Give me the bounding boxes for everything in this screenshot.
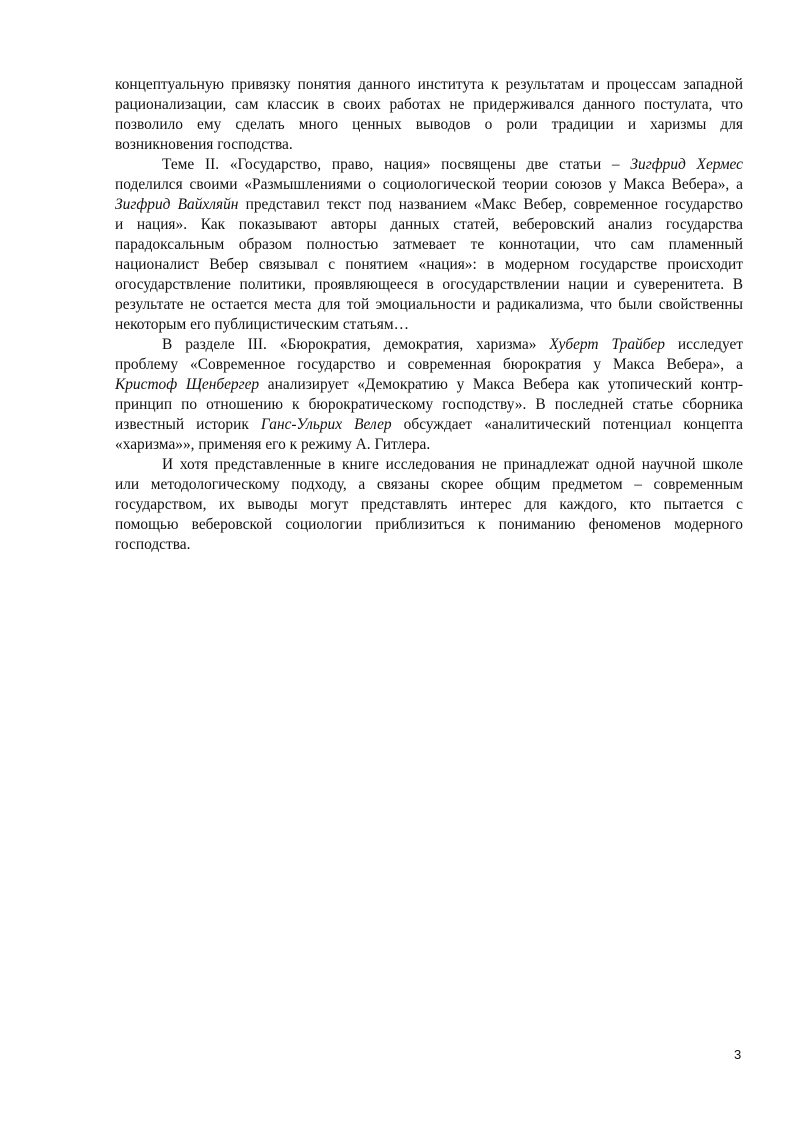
text-line: [115, 95, 743, 115]
text-line: [115, 275, 743, 295]
text-line: [115, 415, 743, 435]
text-line: [115, 515, 743, 535]
text-segment: парадоксальным образом полностью затмевает те коннотации, что сам пламенный: [115, 236, 743, 253]
text-line: [115, 175, 743, 195]
text-segment: концептуальную привязку понятия данного института к результатам и процессам западной: [115, 76, 743, 93]
text-segment: обсуждает «аналитический потенциал концепта: [391, 416, 743, 433]
text-line: [115, 255, 743, 275]
author-name: Хуберт Трайбер: [549, 336, 665, 353]
text-segment: позволило ему сделать много ценных выводов о роли традиции и харизмы для: [115, 116, 743, 133]
text-segment: известный историк: [115, 416, 261, 433]
text-line: [115, 195, 743, 215]
text-line: [115, 535, 743, 555]
text-segment: или методологическому подходу, а связаны скорее общим предметом – современным: [115, 476, 743, 493]
text-line: [115, 495, 743, 515]
text-line: [115, 455, 743, 475]
text-segment: Теме II. «Государство, право, нация» посвящены две статьи –: [162, 156, 631, 173]
text-line: [115, 115, 743, 135]
text-segment: господства.: [115, 536, 191, 553]
text-segment: исследует: [664, 336, 744, 353]
text-segment: проблему «Современное государство и современная бюрократия у Макса Вебера», а: [115, 356, 743, 373]
text-line: [115, 375, 743, 395]
text-segment: анализирует «Демократию у Макса Вебера как утопический контр-: [259, 376, 744, 393]
text-segment: представил текст под названием «Макс Вебер, современное государство: [238, 196, 743, 213]
text-line: [115, 315, 743, 335]
text-segment: рационализации, сам классик в своих работах не придерживался данного постулата, что: [115, 96, 743, 113]
text-segment: принцип по отношению к бюрократическому господству». В последней статье сборника: [115, 396, 743, 413]
text-line: [115, 295, 743, 315]
text-segment: и нация». Как показывают авторы данных статей, веберовский анализ государства: [115, 216, 743, 233]
paragraph: [115, 75, 743, 155]
text-segment: государством, их выводы могут представлять интерес для каждого, кто пытается с: [115, 496, 743, 513]
text-line: [115, 75, 743, 95]
text-segment: поделился своими «Размышлениями о социологической теории союзов у Макса Вебера», а: [115, 176, 743, 193]
text-line: [115, 475, 743, 495]
author-name: Зигфрид Вайхляйн: [115, 196, 239, 213]
text-segment: возникновения господства.: [115, 136, 293, 153]
text-segment: «харизма»», применяя его к режиму А. Гитлера.: [115, 436, 431, 453]
author-name: Кристоф Щенбергер: [115, 376, 260, 393]
text-segment: огосударствление политики, проявляющееся в огосударствлении нации и суверенитета. В: [115, 276, 743, 293]
text-line: [115, 335, 743, 355]
text-line: [115, 135, 743, 155]
text-segment: В разделе III. «Бюрократия, демократия, харизма»: [162, 336, 550, 353]
text-segment: результате не остается места для той эмоциальности и радикализма, что были свойственны: [115, 296, 743, 313]
paragraph: [115, 455, 743, 555]
text-segment: националист Вебер связывал с понятием «нация»: в модерном государстве происходит: [115, 256, 743, 273]
text-line: [115, 395, 743, 415]
text-segment: И хотя представленные в книге исследования не принадлежат одной научной школе: [162, 456, 743, 473]
text-line: [115, 435, 743, 455]
text-segment: помощью веберовской социологии приблизиться к пониманию феноменов модерного: [115, 516, 743, 533]
paragraph: [115, 335, 743, 455]
author-name: Ганс-Ульрих Велер: [260, 416, 392, 433]
text-line: [115, 355, 743, 375]
text-line: [115, 235, 743, 255]
author-name: Зигфрид Хермес: [630, 156, 743, 173]
text-line: [115, 215, 743, 235]
document-body: [115, 75, 743, 555]
paragraph: [115, 155, 743, 335]
text-line: [115, 155, 743, 175]
page-number: 3: [734, 1047, 742, 1062]
text-segment: некоторым его публицистическим статьям…: [115, 316, 409, 333]
